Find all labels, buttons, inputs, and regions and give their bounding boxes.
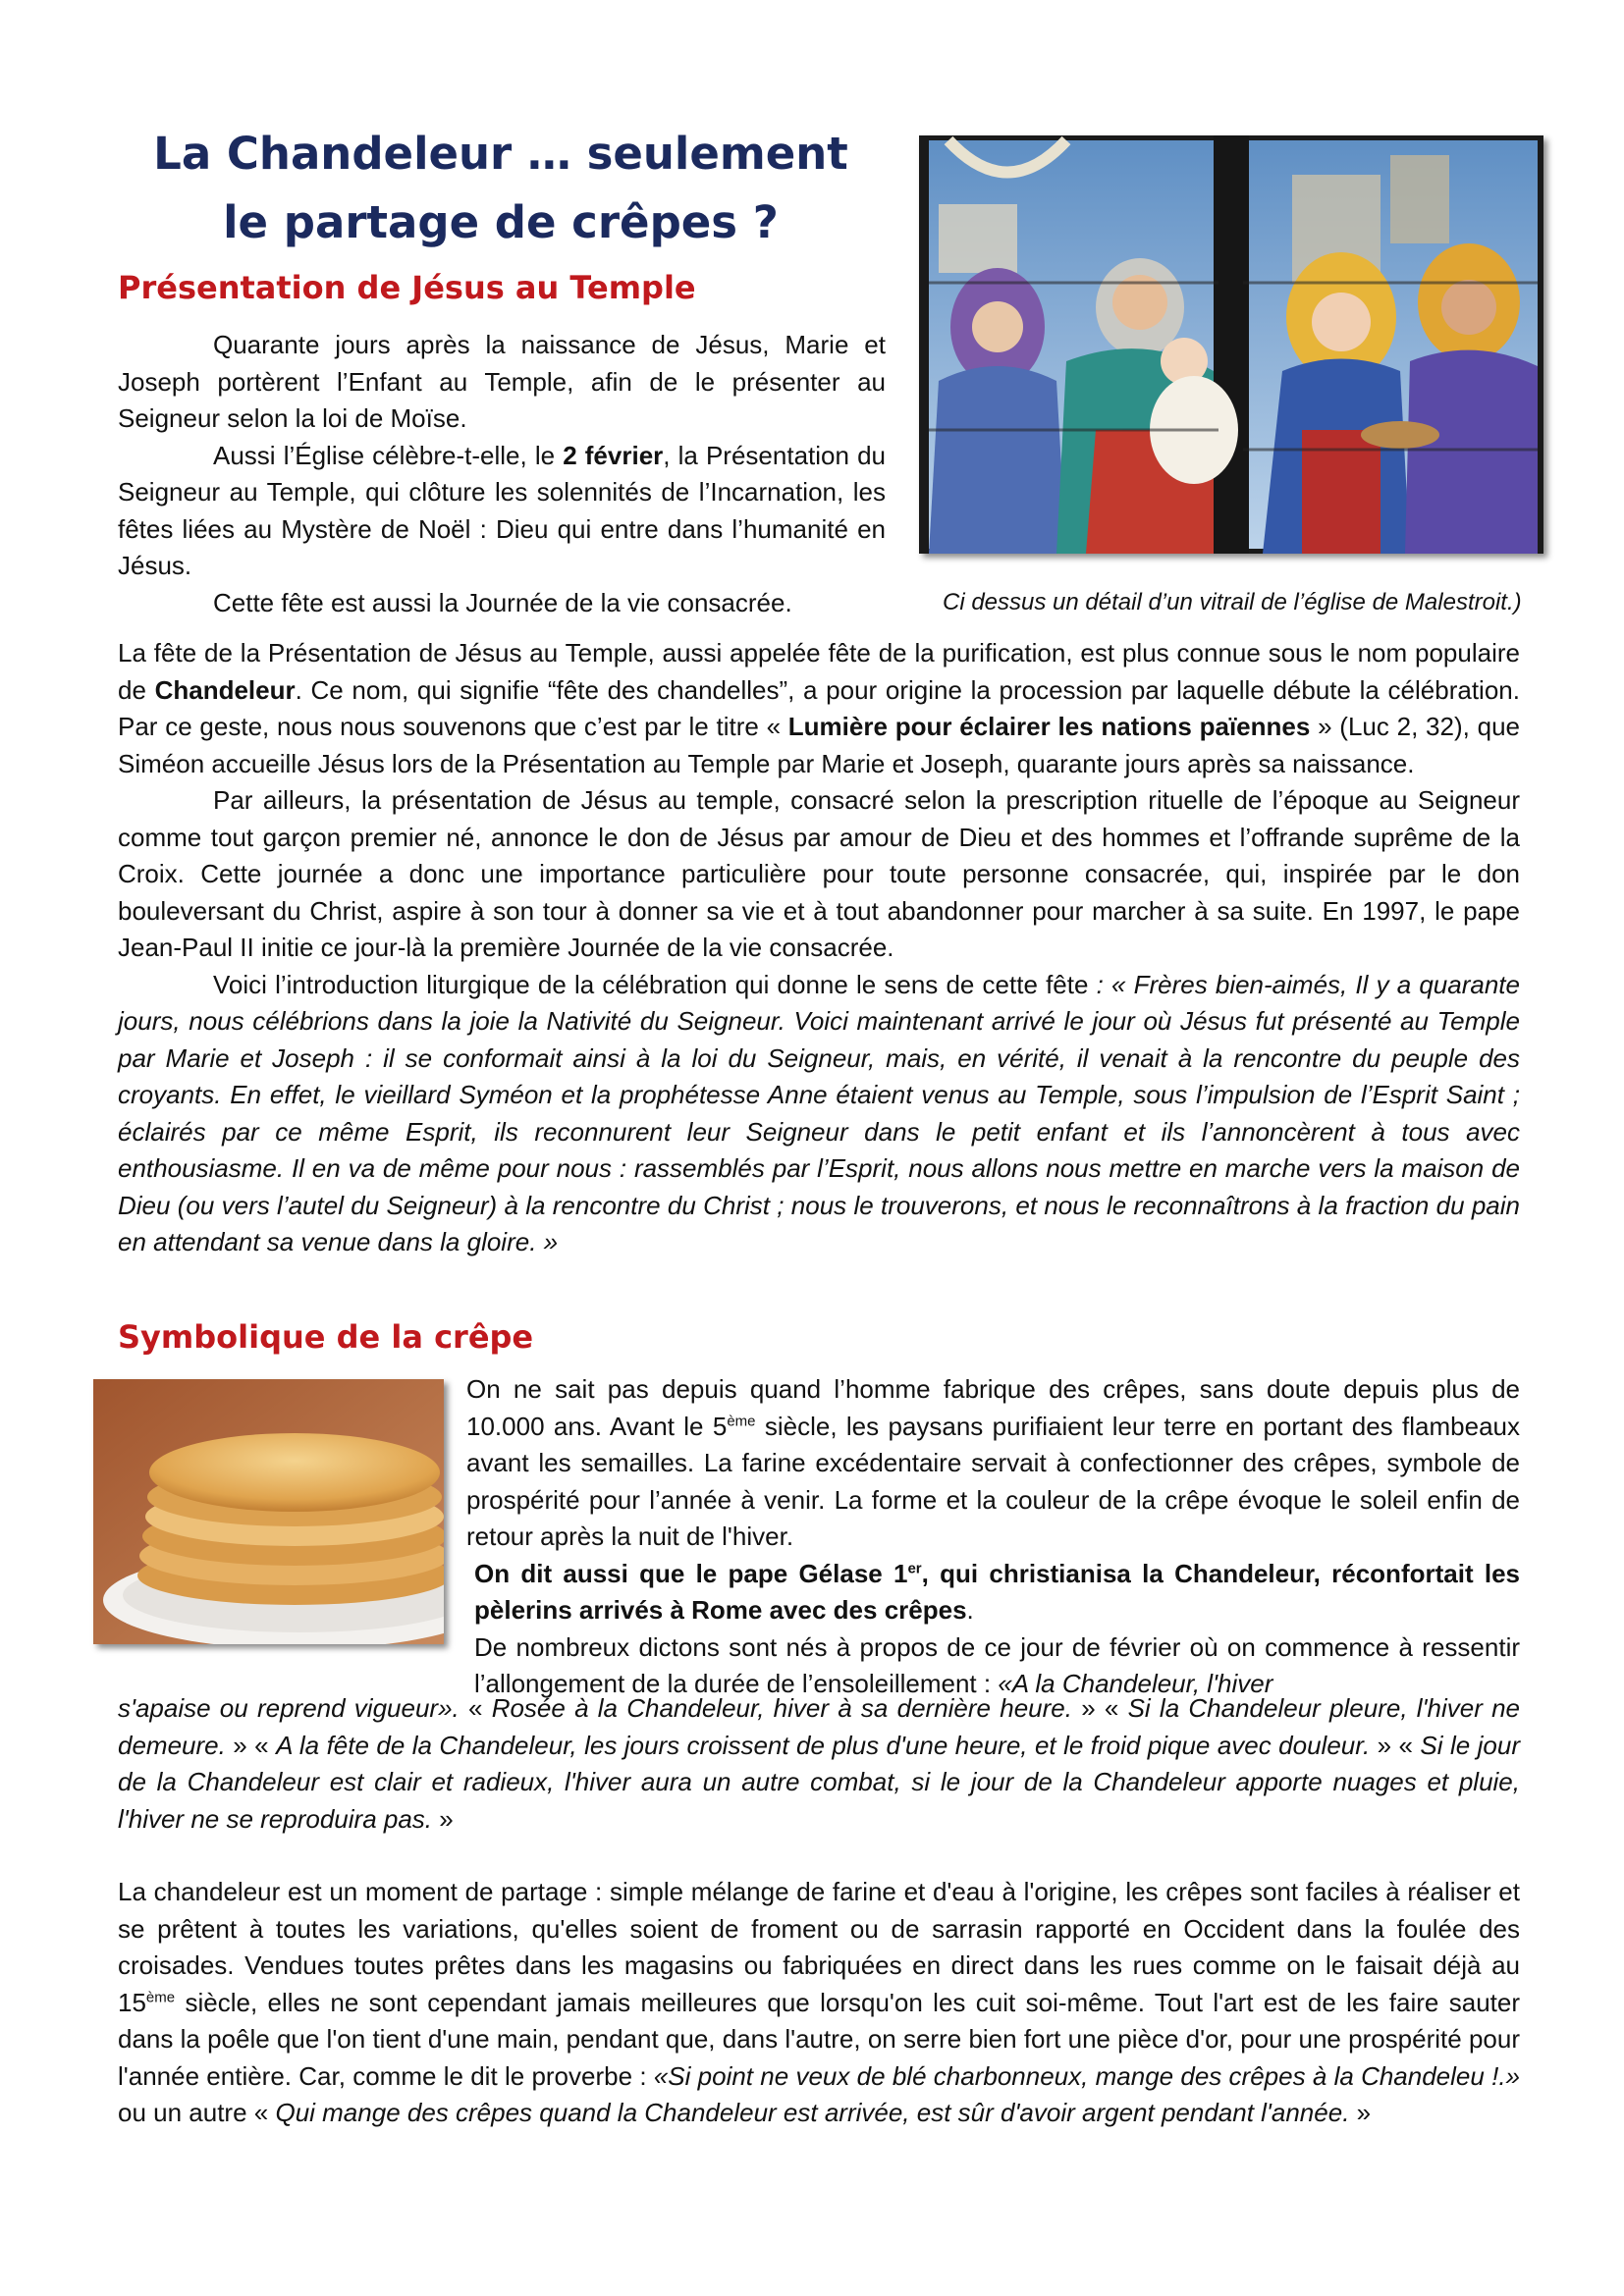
feast-date: 2 février: [563, 440, 664, 470]
section-heading-symbolique: Symbolique de la crêpe: [118, 1318, 534, 1356]
p4-text-b: . Ce nom, qui signifie “fête des chandelles”, a pour origine la procession par laquelle débute la célébration. Par ce geste, nous nous souvenons que c’est par le titre «: [118, 674, 1520, 741]
p6-text-a: Voici l’introduction liturgique de la célébration qui donne le sens de cette fête: [213, 969, 1097, 999]
intro-paragraph-2: [118, 438, 886, 585]
dicton-3: Si la Chandeleur pleure, l'hiver ne demeure.: [118, 1693, 1521, 1760]
chandeleur-term: Chandeleur: [154, 674, 296, 705]
gelase-text-a: On dit aussi que le pape Gélase 1: [474, 1558, 908, 1588]
stained-glass-image: [919, 135, 1543, 554]
liturgy-quote: : « Frères bien-aimés, Il y a quarante jours, nous célébrions dans la joie la Nativité du Seigneur. Voici maintenant arrivé le jour où Jésus fut présenté au Temple par Marie et Joseph : il se conformait ainsi à la loi du Seigneur, mais, en vérité, il venait à la rencontre du peuple des croyants. En effet, le vieillard Syméon et la prophétesse Anne étaient venus au Temple, sous l’impulsion de l’Esprit Saint ; éclairés par ce même Esprit, ils reconnurent leur Seigneur dans le petit enfant et ils l’annoncèrent à tous avec enthousiasme. Il en va de même pour nous : rassemblés par l’Esprit, nous allons nous mettre en marche vers la maison de Dieu (ou vers l’autel du Seigneur) à la rencontre du Christ ; nous le trouverons, et nous le reconnaîtrons à la fraction du pain en attendant sa venue dans la gloire. »: [118, 969, 1520, 1256]
partage-text-block: [118, 1874, 1520, 2132]
main-text-block: [118, 635, 1520, 1261]
paragraph-crepe-origin: [461, 1371, 1520, 1556]
crepes-image: [93, 1379, 444, 1644]
p5-text-c: ou un autre «: [118, 2098, 276, 2127]
p5-superscript: ème: [145, 1988, 176, 2005]
dicton-sep-4: » «: [1370, 1730, 1421, 1760]
paragraph-dictons: [118, 1690, 1520, 1838]
paragraph-chandeleur-name: [118, 635, 1520, 782]
p5-text-a: La chandeleur est un moment de partage : simple mélange de farine et d'eau à l'origine, les crêpes sont faciles à réaliser et se prêtent à toutes les variations, qu'elles soient de froment ou de sarrasin rapporté en Occident dans la foulée des croisades. Vendues toutes prêtes dans les magasins ou fabriquées en direct dans les rues comme on le faisait déjà au 15: [118, 1877, 1520, 2017]
dicton-sep-1: «: [459, 1693, 492, 1723]
dictons-text-block: [118, 1690, 1520, 1838]
page-title: [118, 120, 884, 257]
p5-text-b: siècle, elles ne sont cependant jamais meilleures que lorsqu'on les cuit soi-même. Tout l'art est de les faire sauter dans la poêle que l'on tient d'une main, pendant que, dans l'autre, on serre bien fort une pièce d'or, pour une prospérité pour l'année entière. Car, comme le dit le proverbe :: [118, 1987, 1520, 2091]
page-title-line-1: La Chandeleur … seulement: [153, 128, 848, 180]
page-title-line-2: le partage de crêpes ?: [223, 196, 779, 248]
p4-text-c: » (Luc 2, 32), que Siméon accueille Jésus lors de la Présentation au Temple par Marie et Joseph, quarante jours après sa naissance.: [118, 712, 1520, 778]
dicton-2: Rosée à la Chandeleur, hiver à sa dernière heure.: [491, 1693, 1072, 1723]
paragraph-partage: [118, 1874, 1520, 2132]
dicton-1-end: s'apaise ou reprend vigueur».: [118, 1693, 460, 1723]
image-caption: Ci dessus un détail d’un vitrail de l’église de Malestroit.): [943, 589, 1522, 615]
p5-end: »: [1349, 2098, 1372, 2127]
section-heading-presentation: Présentation de Jésus au Temple: [118, 269, 696, 306]
dicton-4: A la fête de la Chandeleur, les jours croissent de plus d'une heure, et le froid pique avec douleur.: [276, 1730, 1371, 1760]
dicton-sep-2: » «: [1071, 1693, 1128, 1723]
intro-paragraph-1: Quarante jours après la naissance de Jésus, Marie et Joseph portèrent l’Enfant au Temple, afin de le présenter au Seigneur selon la loi de Moïse.: [118, 330, 886, 433]
crepes-illustration: [93, 1379, 444, 1644]
gelase-end: .: [966, 1595, 974, 1625]
stained-glass-illustration: [919, 135, 1543, 554]
intro-text-block: [118, 327, 886, 621]
p1-text-a: On ne sait pas depuis quand l’homme fabrique des crêpes, sans doute depuis plus de 10.000 ans. Avant le 5: [466, 1374, 1520, 1441]
intro-p2-text-a: Aussi l’Église célèbre-t-elle, le: [213, 440, 564, 470]
proverbe-2: Qui mange des crêpes quand la Chandeleur est arrivée, est sûr d'avoir argent pendant l'année.: [275, 2098, 1350, 2127]
intro-p2-text-b: , la Présentation du Seigneur au Temple, qui clôture les solennités de l’Incarnation, les fêtes liées au Mystère de Noël : Dieu qui entre dans l’humanité en Jésus.: [118, 440, 886, 580]
dicton-sep-3: » «: [225, 1730, 277, 1760]
proverbe-1: «Si point ne veux de blé charbonneux, mange des crêpes à la Chandeleu !.»: [653, 2060, 1521, 2091]
p1-text-b: siècle, les paysans purifiaient leur terre en portant des flambeaux avant les semailles. La farine excédentaire servait à confectionner des crêpes, symbole de prospérité pour l’année à venir. La forme et la couleur de la crêpe évoque le soleil enfin de retour après la nuit de l'hiver.: [466, 1411, 1520, 1551]
lumiere-quote: Lumière pour éclairer les nations païennes: [787, 712, 1311, 741]
intro-paragraph-3: Cette fête est aussi la Journée de la vie consacrée.: [213, 587, 792, 617]
p2-superscript: er: [907, 1559, 922, 1576]
dicton-5: Si le jour de la Chandeleur est clair et radieux, l'hiver aura un autre combat, si le jour de la Chandeleur apporte nuages et pluie, l'hiver ne se reproduira pas.: [118, 1730, 1521, 1834]
p1-superscript: ème: [727, 1412, 756, 1429]
dicton-1-start: «A la Chandeleur, l'hiver: [998, 1669, 1273, 1698]
paragraph-gelase: [461, 1556, 1520, 1629]
p3-text-a: De nombreux dictons sont nés à propos de ce jour de février où on commence à ressentir l’allongement de la durée de l’ensoleillement :: [474, 1631, 1520, 1698]
paragraph-liturgy: [118, 967, 1520, 1261]
paragraph-consecrated-life: Par ailleurs, la présentation de Jésus au temple, consacré selon la prescription rituelle de l’époque au Seigneur comme tout garçon premier né, annonce le don de Jésus par amour de Dieu et des hommes et l’offrande suprême de la Croix. Cette journée a donc une importance particulière pour toute personne consacrée, qui, inspirée par le don bouleversant du Christ, aspire à son tour à donner sa vie et à tout abandonner pour marcher à sa suite. En 1997, le pape Jean-Paul II initie ce jour-là la première Journée de la vie consacrée.: [118, 785, 1520, 962]
crepe-text-block: [461, 1371, 1520, 1703]
p4-text-a: La fête de la Présentation de Jésus au Temple, aussi appelée fête de la purification, est plus connue sous le nom populaire de: [118, 638, 1520, 705]
gelase-text-b: , qui christianisa la Chandeleur, réconfortait les pèlerins arrivés à Rome avec des crêpes: [474, 1558, 1520, 1625]
dicton-end: »: [432, 1803, 454, 1834]
